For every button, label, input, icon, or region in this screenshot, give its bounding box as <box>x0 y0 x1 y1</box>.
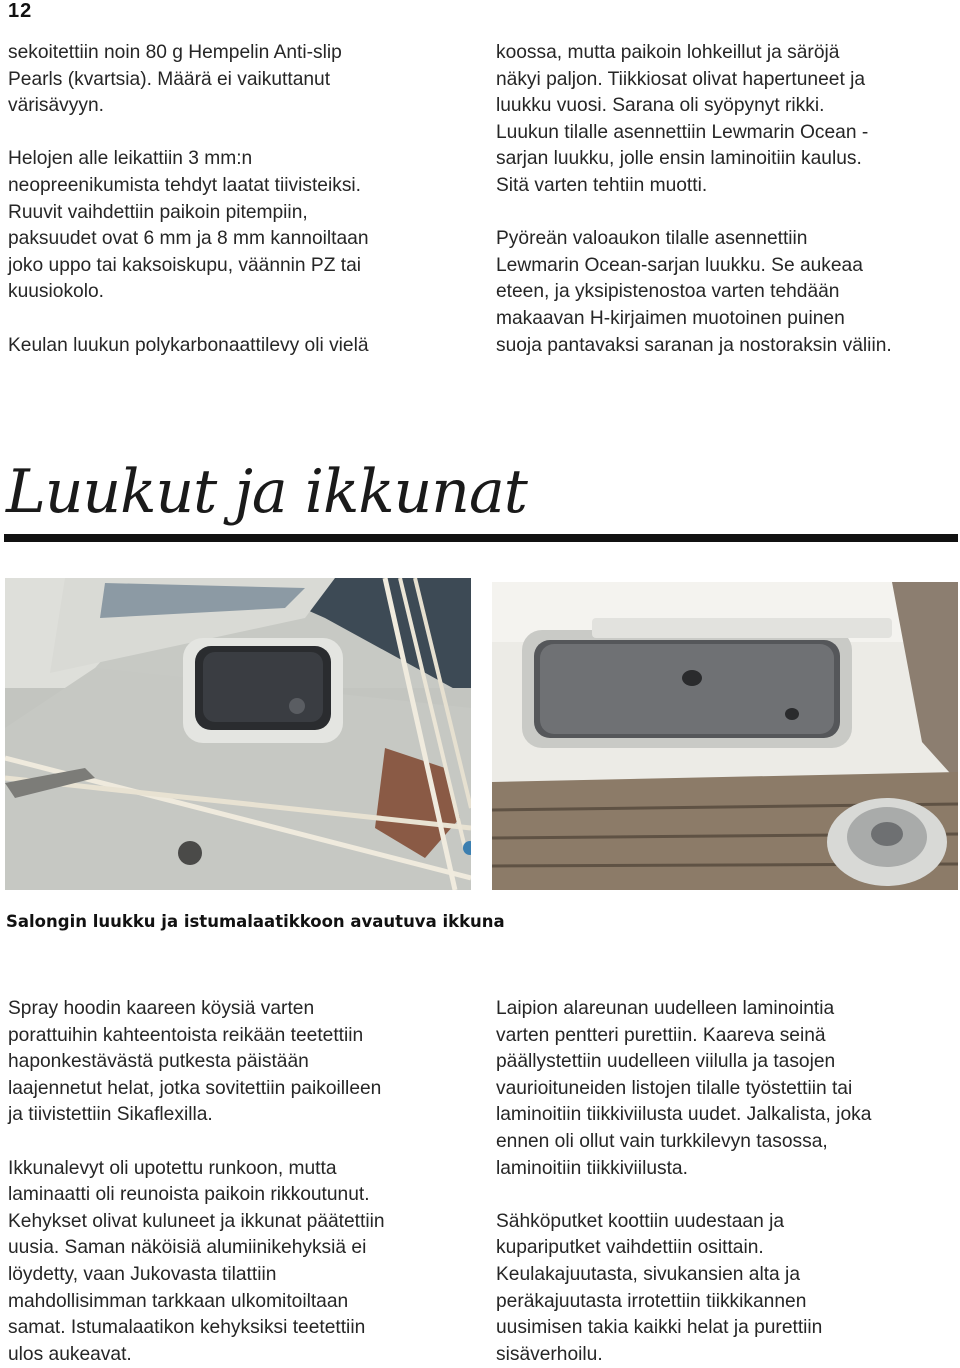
paragraph: Sähköputket koottiin uudestaan ja kupariputket vaihdettiin osittain. Keulakajuutasta, sivukansien alta ja peräkajuutasta irrotettiin tiikkikannen uusimisen takia kaikki helat ja purettiin sisäverhoilu. <box>496 1210 823 1365</box>
section-title: Luukut ja ikkunat <box>6 457 527 527</box>
paragraph: Laipion alareunan uudelleen laminointia varten pentteri purettiin. Kaareva seinä päällystettiin uudelleen viilulla ja tasojen vaurioituneiden listojen tilalle työstettiin tai laminoitiin tiikkiviilusta uudet. Jalkalista, joka ennen oli ollut vain turkkilevyn tasossa, laminoitiin tiikkiviilusta. <box>496 998 872 1179</box>
paragraph: Pyöreän valoaukon tilalle asennettiin Lewmarin Ocean-sarjan luukku. Se aukeaa eteen, ja yksipistenostoa varten tehdään makaavan H-kirjaimen muotoinen puinen suoja pantavaksi saranan ja nostoraksin väliin. <box>496 228 892 356</box>
section-divider <box>4 534 958 542</box>
photo-caption: Salongin luukku ja istumalaatikkoon avautuva ikkuna <box>6 912 505 931</box>
paragraph: Spray hoodin kaareen köysiä varten porattuihin kahteentoista reikään teetettiin haponkestävästä putkesta päistään laajennetut helat, jotka sovitettiin paikoilleen ja tiivistettiin Sikaflexilla. <box>8 998 382 1126</box>
page-number: 12 <box>8 0 33 22</box>
paragraph: Keulan luukun polykarbonaattilevy oli vielä <box>8 334 369 356</box>
window-frame <box>522 618 892 748</box>
photo-saloon-hatch-illustration <box>5 578 471 890</box>
paragraph: Ikkunalevyt oli upotettu runkoon, mutta laminaatti oli reunoista paikoin rikkoutunut. Kehykset olivat kuluneet ja ikkunat päätettiin uusia. Saman näköisiä alumiinikehyksiä ei löydetty, vaan Jukovasta tilattiin mahdollisimman tarkkaan ulkomitoiltaan samat. Istumalaatikon kehyksiksi teetettiin ulos aukeavat. <box>8 1157 385 1365</box>
text-column-bottom-right <box>496 996 956 1368</box>
photo-cockpit-window-illustration <box>492 582 958 890</box>
paragraph: Helojen alle leikattiin 3 mm:n neopreenikumista tehdyt laatat tiivisteiksi. Ruuvit vaihdettiin paikoin pitempiin, paksuudet ovat 6 mm ja 8 mm kannoiltaan joko uppo tai kaksoiskupu, väännin PZ tai kuusiokolo. <box>8 148 369 303</box>
winch <box>827 798 947 886</box>
text-column-bottom-left <box>8 996 468 1368</box>
text-column-top-left <box>8 40 468 359</box>
hatch <box>183 638 343 743</box>
photo-cockpit-window <box>492 582 958 890</box>
photo-saloon-hatch <box>5 578 471 890</box>
paragraph: sekoitettiin noin 80 g Hempelin Anti-slip Pearls (kvartsia). Määrä ei vaikuttanut värisävyyn. <box>8 42 342 117</box>
paragraph: koossa, mutta paikoin lohkeillut ja säröjä näkyi paljon. Tiikkiosat olivat hapertuneet ja luukku vuosi. Sarana oli syöpynyt rikki. Luukun tilalle asennettiin Lewmarin Ocean - sarjan luukku, jolle ensin laminoitiin kaulus. Sitä varten tehtiin muotti. <box>496 42 869 196</box>
text-column-top-right <box>496 40 956 359</box>
